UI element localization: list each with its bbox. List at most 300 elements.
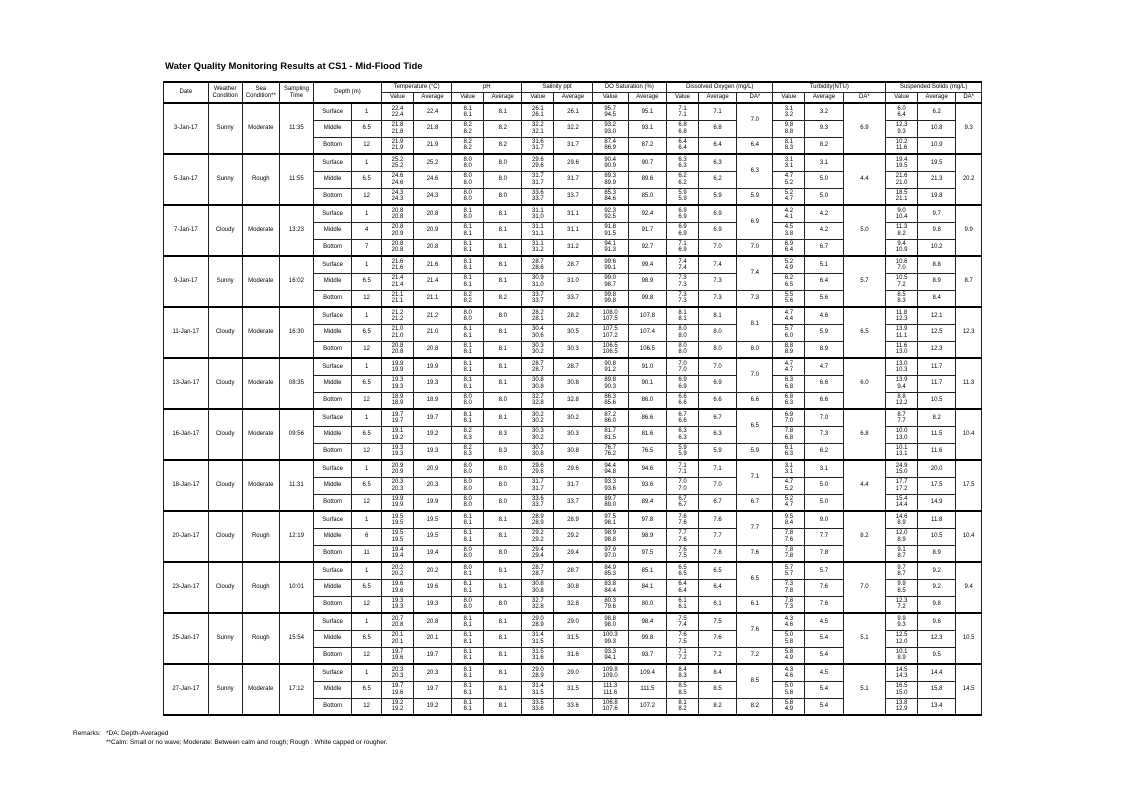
dissolved-oxygen-values — [667, 511, 699, 528]
table-row — [164, 103, 982, 120]
ph-values-1: 8.0 — [463, 173, 472, 180]
turbidity-average: 7.8 — [805, 545, 843, 562]
ph-values-1: 8.2 — [463, 122, 472, 129]
suspended-solids-average: 9.8 — [918, 222, 956, 239]
ph-average: 8.0 — [484, 494, 522, 511]
turbidity-average: 5.0 — [805, 494, 843, 511]
dissolved-oxygen-values-2: 8.0 — [678, 332, 687, 339]
do-saturation-values-2: 107.6 — [602, 706, 618, 713]
ph-values — [452, 154, 484, 171]
salinity-values — [522, 426, 554, 443]
turbidity-values-2: 8.9 — [784, 349, 794, 356]
turbidity-average: 3.2 — [805, 103, 843, 120]
salinity-values — [522, 222, 554, 239]
ph-average: 8.1 — [484, 222, 522, 239]
ph-average: 8.2 — [484, 290, 522, 307]
suspended-solids-values-2: 21.1 — [895, 196, 908, 203]
salinity-values-2: 28.7 — [532, 570, 544, 577]
suspended-solids-values-2: 9.4 — [897, 383, 906, 390]
ph-values-2: 8.1 — [463, 621, 472, 628]
do-saturation-average: 99.8 — [628, 630, 666, 647]
suspended-solids-da: 9.4 — [956, 562, 982, 613]
suspended-solids-values-1: 13.8 — [895, 700, 908, 707]
temperature-values-2: 22.4 — [391, 111, 404, 118]
turbidity-values-1: 5.2 — [784, 258, 794, 265]
temperature-average: 21.0 — [413, 324, 451, 341]
temperature-values — [382, 681, 414, 698]
suspended-solids-values-2: 10.4 — [895, 213, 908, 220]
ph-average: 8.2 — [484, 137, 522, 154]
sea-condition-cell: Moderate — [242, 256, 279, 307]
subheader-value: Value — [452, 93, 484, 104]
salinity-values-2: 29.4 — [532, 553, 544, 560]
ph-average: 8.1 — [484, 324, 522, 341]
dissolved-oxygen-average: 6.6 — [698, 392, 736, 409]
date-cell: 16-Jan-17 — [164, 409, 209, 460]
do-saturation-values — [592, 290, 628, 307]
salinity-values — [522, 205, 554, 222]
dissolved-oxygen-values — [667, 222, 699, 239]
dissolved-oxygen-values-2: 6.5 — [678, 570, 687, 577]
ph-values-2: 8.1 — [463, 655, 472, 662]
do-saturation-average: 85.1 — [628, 562, 666, 579]
depth-level-cell: Middle — [313, 426, 351, 443]
temperature-values-1: 25.2 — [391, 156, 404, 163]
do-saturation-values — [592, 562, 628, 579]
temperature-values-2: 21.6 — [391, 264, 404, 271]
suspended-solids-average: 12.3 — [918, 630, 956, 647]
turbidity-values-2: 7.8 — [784, 587, 794, 594]
turbidity-values-1: 5.8 — [784, 649, 794, 656]
suspended-solids-values — [886, 154, 918, 171]
turbidity-values — [773, 273, 805, 290]
do-saturation-values — [592, 205, 628, 222]
dissolved-oxygen-da-bottom: 8.0 — [737, 341, 773, 358]
turbidity-average: 4.2 — [805, 205, 843, 222]
salinity-values — [522, 341, 554, 358]
temperature-average: 20.8 — [413, 613, 451, 630]
suspended-solids-values-1: 15.4 — [895, 496, 908, 503]
depth-cell: 4 — [352, 222, 382, 239]
suspended-solids-values — [886, 392, 918, 409]
suspended-solids-values — [886, 324, 918, 341]
temperature-values-2: 21.4 — [391, 281, 404, 288]
do-saturation-average: 84.1 — [628, 579, 666, 596]
do-saturation-values-1: 98.8 — [604, 615, 617, 622]
ph-values — [452, 188, 484, 205]
temperature-values — [382, 613, 414, 630]
turbidity-values-2: 4.9 — [784, 706, 794, 713]
weather-cell: Sunny — [208, 154, 242, 205]
depth-cell: 12 — [352, 188, 382, 205]
do-saturation-average: 107.4 — [628, 324, 666, 341]
salinity-values-2: 28.6 — [532, 264, 544, 271]
table-row — [164, 562, 982, 579]
temperature-values-1: 19.6 — [391, 581, 404, 588]
ph-average: 8.1 — [484, 698, 522, 715]
ph-values-2: 8.2 — [463, 128, 472, 135]
table-row — [164, 409, 982, 426]
salinity-values-2: 31.7 — [532, 485, 544, 492]
temperature-average: 19.7 — [413, 681, 451, 698]
ph-average: 8.1 — [484, 579, 522, 596]
salinity-average: 30.3 — [554, 426, 592, 443]
suspended-solids-values — [886, 290, 918, 307]
do-saturation-values-2: 107.2 — [602, 332, 618, 339]
suspended-solids-values-2: 7.2 — [897, 281, 906, 288]
suspended-solids-average: 8.8 — [918, 256, 956, 273]
depth-cell: 6.5 — [352, 579, 382, 596]
turbidity-values — [773, 664, 805, 681]
turbidity-values — [773, 681, 805, 698]
suspended-solids-values-1: 10.1 — [895, 445, 908, 452]
remarks-label: Remarks: — [73, 730, 101, 737]
depth-cell: 6.5 — [352, 273, 382, 290]
table-row — [164, 256, 982, 273]
suspended-solids-values-2: 13.1 — [895, 451, 908, 458]
ph-values-2: 8.3 — [463, 434, 472, 441]
turbidity-average: 6.6 — [805, 375, 843, 392]
depth-cell: 1 — [352, 613, 382, 630]
suspended-solids-average: 11.6 — [918, 443, 956, 460]
dissolved-oxygen-values-1: 8.0 — [678, 326, 687, 333]
do-saturation-values-1: 93.2 — [604, 122, 617, 129]
salinity-average: 31.1 — [554, 205, 592, 222]
ph-average: 8.1 — [484, 664, 522, 681]
do-saturation-values-1: 84.9 — [604, 564, 617, 571]
turbidity-average: 6.7 — [805, 239, 843, 256]
dissolved-oxygen-values-1: 6.7 — [678, 496, 687, 503]
salinity-values — [522, 664, 554, 681]
temperature-values-1: 20.8 — [391, 207, 404, 214]
suspended-solids-average: 17.5 — [918, 477, 956, 494]
suspended-solids-values — [886, 579, 918, 596]
dissolved-oxygen-values-1: 5.9 — [678, 190, 687, 197]
temperature-values-1: 20.3 — [391, 666, 404, 673]
dissolved-oxygen-values-1: 7.1 — [678, 241, 687, 248]
suspended-solids-average: 14.4 — [918, 664, 956, 681]
do-saturation-values — [592, 409, 628, 426]
dissolved-oxygen-average: 5.9 — [698, 188, 736, 205]
salinity-values — [522, 545, 554, 562]
dissolved-oxygen-da-surface-middle: 8.5 — [737, 664, 773, 698]
ph-values-2: 8.1 — [463, 366, 472, 373]
temperature-values-1: 21.8 — [391, 122, 404, 129]
ph-values-1: 8.1 — [463, 700, 472, 707]
suspended-solids-values — [886, 647, 918, 664]
ph-values-2: 8.1 — [463, 417, 472, 424]
salinity-values-2: 31.2 — [532, 247, 544, 254]
turbidity-values-2: 6.5 — [784, 281, 794, 288]
turbidity-values-2: 6.8 — [784, 434, 794, 441]
sampling-time-cell: 10:01 — [279, 562, 313, 613]
dissolved-oxygen-average: 5.9 — [698, 443, 736, 460]
depth-level-cell: Surface — [313, 256, 351, 273]
turbidity-values-2: 8.8 — [784, 128, 794, 135]
do-saturation-values-2: 94.8 — [604, 468, 617, 475]
weather-cell: Cloudy — [208, 409, 242, 460]
header-sea: Sea Condition** — [242, 82, 279, 103]
depth-level-cell: Bottom — [313, 188, 351, 205]
do-saturation-values — [592, 273, 628, 290]
date-cell: 23-Jan-17 — [164, 562, 209, 613]
turbidity-values-1: 9.8 — [784, 122, 794, 129]
temperature-average: 22.4 — [413, 103, 451, 120]
temperature-values — [382, 596, 414, 613]
turbidity-da: 4.4 — [843, 154, 886, 205]
ph-values-2: 8.1 — [463, 247, 472, 254]
turbidity-values-1: 4.7 — [784, 309, 794, 316]
turbidity-values — [773, 392, 805, 409]
dissolved-oxygen-average: 6.3 — [698, 426, 736, 443]
salinity-values-1: 28.2 — [532, 309, 544, 316]
suspended-solids-average: 9.6 — [918, 613, 956, 630]
do-saturation-average: 89.4 — [628, 494, 666, 511]
salinity-values-1: 28.7 — [532, 258, 544, 265]
turbidity-values — [773, 528, 805, 545]
dissolved-oxygen-da-bottom: 6.7 — [737, 494, 773, 511]
salinity-values-1: 29.6 — [532, 156, 544, 163]
temperature-average: 19.6 — [413, 579, 451, 596]
turbidity-values-1: 6.9 — [784, 241, 794, 248]
ph-values-2: 8.1 — [463, 536, 472, 543]
dissolved-oxygen-da-surface-middle: 6.9 — [737, 205, 773, 239]
salinity-values — [522, 528, 554, 545]
do-saturation-values-2: 79.6 — [604, 604, 617, 611]
turbidity-values-1: 4.3 — [784, 666, 794, 673]
ph-values-1: 8.1 — [463, 360, 472, 367]
suspended-solids-values-2: 15.0 — [895, 689, 908, 696]
salinity-values-1: 31.6 — [532, 139, 544, 146]
ph-values-2: 8.1 — [463, 638, 472, 645]
do-saturation-values-2: 90.9 — [604, 162, 617, 169]
do-saturation-values-2: 109.0 — [602, 672, 618, 679]
ph-average: 8.1 — [484, 681, 522, 698]
ph-values-1: 8.0 — [463, 462, 472, 469]
do-saturation-average: 98.9 — [628, 273, 666, 290]
dissolved-oxygen-da-surface-middle: 6.3 — [737, 154, 773, 188]
ph-values-2: 8.1 — [463, 519, 472, 526]
date-cell: 13-Jan-17 — [164, 358, 209, 409]
turbidity-values-1: 5.0 — [784, 683, 794, 690]
suspended-solids-values-2: 11.1 — [895, 332, 908, 339]
salinity-average: 29.0 — [554, 664, 592, 681]
ph-values-1: 8.0 — [463, 598, 472, 605]
salinity-values — [522, 120, 554, 137]
temperature-values-2: 20.8 — [391, 213, 404, 220]
temperature-values — [382, 154, 414, 171]
table-row — [164, 613, 982, 630]
turbidity-values-2: 5.7 — [784, 570, 794, 577]
turbidity-average: 4.2 — [805, 222, 843, 239]
suspended-solids-values-1: 10.2 — [895, 139, 908, 146]
turbidity-values — [773, 171, 805, 188]
suspended-solids-values-1: 10.1 — [895, 649, 908, 656]
suspended-solids-values — [886, 307, 918, 324]
turbidity-average: 5.4 — [805, 647, 843, 664]
do-saturation-values — [592, 647, 628, 664]
dissolved-oxygen-average: 7.6 — [698, 511, 736, 528]
ph-average: 8.1 — [484, 273, 522, 290]
ph-values — [452, 137, 484, 154]
salinity-average: 33.6 — [554, 698, 592, 715]
depth-cell: 6.5 — [352, 477, 382, 494]
depth-level-cell: Bottom — [313, 290, 351, 307]
turbidity-values-1: 7.8 — [784, 547, 794, 554]
ph-values-1: 8.1 — [463, 632, 472, 639]
sea-condition-cell: Rough — [242, 154, 279, 205]
temperature-values — [382, 409, 414, 426]
salinity-values-2: 32.8 — [532, 604, 544, 611]
temperature-values — [382, 460, 414, 477]
dissolved-oxygen-values — [667, 188, 699, 205]
suspended-solids-values-1: 11.8 — [895, 309, 908, 316]
ph-average: 8.3 — [484, 426, 522, 443]
do-saturation-values — [592, 137, 628, 154]
temperature-values — [382, 698, 414, 715]
salinity-average: 31.0 — [554, 273, 592, 290]
depth-level-cell: Middle — [313, 222, 351, 239]
dissolved-oxygen-average: 6.9 — [698, 205, 736, 222]
salinity-values-1: 29.0 — [532, 666, 544, 673]
salinity-values-2: 30.2 — [532, 349, 544, 356]
ph-values — [452, 392, 484, 409]
temperature-values-1: 21.9 — [391, 139, 404, 146]
dissolved-oxygen-values — [667, 494, 699, 511]
do-saturation-values-1: 99.8 — [604, 292, 617, 299]
temperature-values-2: 21.1 — [391, 298, 404, 305]
do-saturation-average: 94.6 — [628, 460, 666, 477]
salinity-average: 31.1 — [554, 222, 592, 239]
depth-level-cell: Surface — [313, 613, 351, 630]
suspended-solids-values-2: 9.3 — [897, 621, 906, 628]
do-saturation-average: 93.6 — [628, 477, 666, 494]
dissolved-oxygen-da-surface-middle: 7.6 — [737, 613, 773, 647]
suspended-solids-average: 14.9 — [918, 494, 956, 511]
turbidity-values — [773, 205, 805, 222]
suspended-solids-values-1: 10.6 — [895, 258, 908, 265]
do-saturation-values-2: 84.6 — [604, 196, 617, 203]
depth-level-cell: Middle — [313, 630, 351, 647]
dissolved-oxygen-values — [667, 154, 699, 171]
dissolved-oxygen-values — [667, 698, 699, 715]
do-saturation-values-1: 99.0 — [604, 275, 617, 282]
weather-cell: Cloudy — [208, 358, 242, 409]
salinity-values-1: 33.5 — [532, 700, 544, 707]
temperature-values-2: 19.6 — [391, 587, 404, 594]
salinity-average: 32.2 — [554, 120, 592, 137]
turbidity-values-2: 8.3 — [784, 145, 794, 152]
suspended-solids-values-2: 13.0 — [895, 349, 908, 356]
dissolved-oxygen-values — [667, 290, 699, 307]
depth-level-cell: Bottom — [313, 137, 351, 154]
weather-cell: Cloudy — [208, 562, 242, 613]
do-saturation-values-2: 99.3 — [604, 638, 617, 645]
weather-cell: Cloudy — [208, 511, 242, 562]
suspended-solids-values-1: 9.1 — [897, 547, 906, 554]
do-saturation-values-2: 99.1 — [604, 264, 617, 271]
turbidity-values-2: 4.6 — [784, 672, 794, 679]
suspended-solids-values — [886, 273, 918, 290]
dissolved-oxygen-values — [667, 596, 699, 613]
depth-cell: 12 — [352, 290, 382, 307]
do-saturation-values — [592, 630, 628, 647]
dissolved-oxygen-average: 6.2 — [698, 171, 736, 188]
ph-values-2: 8.1 — [463, 587, 472, 594]
salinity-average: 33.7 — [554, 188, 592, 205]
salinity-values — [522, 358, 554, 375]
dissolved-oxygen-values — [667, 579, 699, 596]
do-saturation-values-2: 76.2 — [604, 451, 617, 458]
do-saturation-values-2: 98.0 — [604, 621, 617, 628]
ph-values-1: 8.0 — [463, 190, 472, 197]
dissolved-oxygen-average: 6.3 — [698, 154, 736, 171]
dissolved-oxygen-values-2: 5.9 — [678, 196, 687, 203]
salinity-values-2: 30.2 — [532, 417, 544, 424]
dissolved-oxygen-values-2: 7.5 — [678, 638, 687, 645]
turbidity-values-1: 6.9 — [784, 411, 794, 418]
do-saturation-values-1: 106.8 — [602, 700, 618, 707]
dissolved-oxygen-values — [667, 545, 699, 562]
temperature-values — [382, 256, 414, 273]
turbidity-values — [773, 477, 805, 494]
header-date: Date — [164, 82, 209, 103]
salinity-average: 30.5 — [554, 324, 592, 341]
depth-cell: 1 — [352, 562, 382, 579]
ph-values — [452, 545, 484, 562]
suspended-solids-values — [886, 460, 918, 477]
turbidity-values-2: 6.0 — [784, 332, 794, 339]
dissolved-oxygen-values — [667, 681, 699, 698]
turbidity-values-1: 7.8 — [784, 598, 794, 605]
temperature-average: 20.8 — [413, 239, 451, 256]
do-saturation-values — [592, 528, 628, 545]
subheader-da: DA* — [956, 93, 982, 104]
salinity-values — [522, 154, 554, 171]
ph-average: 8.0 — [484, 477, 522, 494]
turbidity-values-1: 9.5 — [784, 513, 794, 520]
turbidity-da: 5.1 — [843, 613, 886, 664]
salinity-average: 28.7 — [554, 562, 592, 579]
sea-condition-cell: Moderate — [242, 460, 279, 511]
turbidity-da: 6.0 — [843, 358, 886, 409]
subheader-average: Average — [918, 93, 956, 104]
do-saturation-values-1: 97.5 — [604, 513, 617, 520]
turbidity-values-1: 3.1 — [784, 156, 794, 163]
dissolved-oxygen-da-bottom: 6.6 — [737, 392, 773, 409]
ph-average: 8.1 — [484, 205, 522, 222]
dissolved-oxygen-values-1: 7.1 — [678, 462, 687, 469]
salinity-values-1: 31.1 — [532, 224, 544, 231]
salinity-values-1: 29.0 — [532, 615, 544, 622]
ph-values — [452, 273, 484, 290]
temperature-values — [382, 239, 414, 256]
ph-values-2: 8.0 — [463, 162, 472, 169]
turbidity-values-2: 4.1 — [784, 213, 794, 220]
temperature-values-1: 20.2 — [391, 564, 404, 571]
salinity-values-1: 30.9 — [532, 275, 544, 282]
dissolved-oxygen-values-1: 8.0 — [678, 343, 687, 350]
suspended-solids-values — [886, 681, 918, 698]
date-cell: 25-Jan-17 — [164, 613, 209, 664]
depth-level-cell: Middle — [313, 375, 351, 392]
temperature-average: 21.8 — [413, 120, 451, 137]
do-saturation-values-1: 76.7 — [604, 445, 617, 452]
ph-values-2: 8.0 — [463, 485, 472, 492]
suspended-solids-average: 8.2 — [918, 409, 956, 426]
depth-cell: 1 — [352, 664, 382, 681]
temperature-values-1: 20.8 — [391, 241, 404, 248]
